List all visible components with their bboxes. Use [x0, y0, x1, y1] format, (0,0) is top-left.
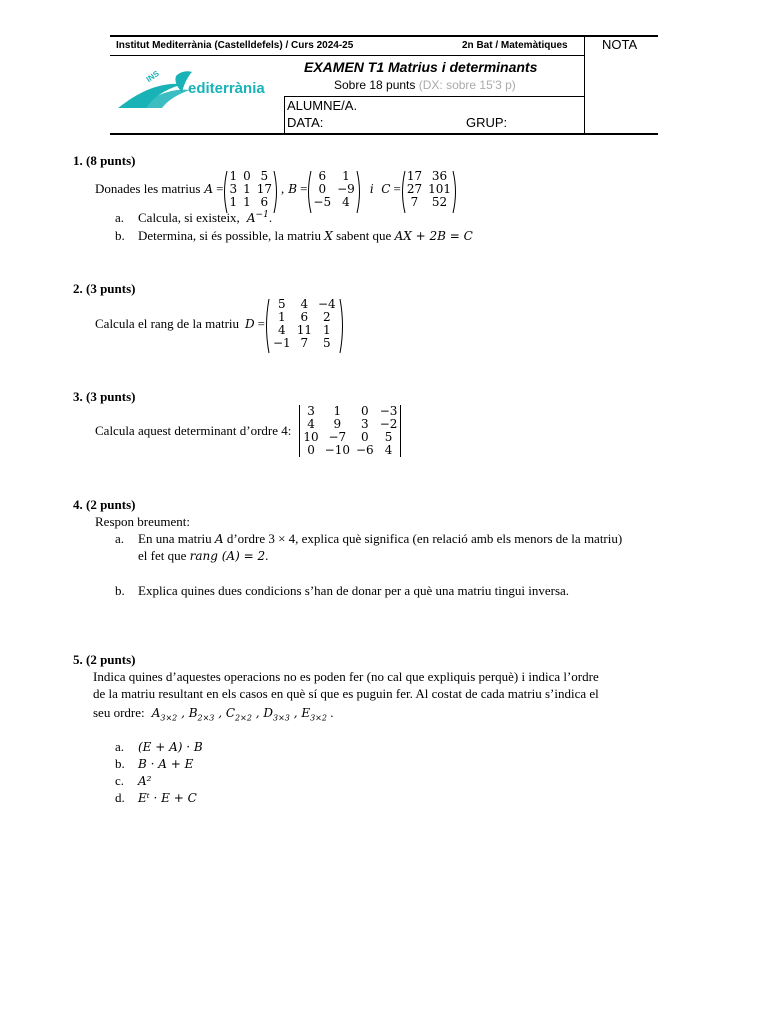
matrix-cell: −3	[379, 404, 398, 418]
matrix-cell: 3	[361, 417, 369, 431]
matrix-row	[310, 183, 357, 196]
matrix-A	[226, 170, 275, 209]
q5-item	[115, 756, 203, 773]
q1b-text-line: Determina, si és possible, la matriu X sabent que AX + 2B = C	[138, 228, 473, 243]
q5-item-label: a.	[115, 739, 125, 754]
matrix-cell: 7	[300, 336, 309, 350]
q5-item-expr: Eᵗ · E + C	[138, 791, 197, 805]
date-label: DATA:	[287, 115, 324, 130]
q4a-line2: el fet que rang (A) = 2.	[138, 548, 269, 563]
matrix-cell: 101	[428, 181, 452, 196]
score-dx: (DX: sobre 15'3 p)	[418, 78, 516, 92]
group-label: GRUP:	[466, 115, 508, 130]
school-logo	[116, 68, 276, 114]
q1-intro: Donades les matrius	[95, 181, 201, 196]
matrix-cell: 11	[296, 323, 312, 337]
matrix-cell: 5	[384, 430, 393, 444]
matrix-row	[226, 183, 275, 196]
matrix-row	[270, 337, 339, 350]
q4-intro: Respon breument:	[95, 514, 190, 529]
q5-item-expr: B · A + E	[138, 757, 194, 771]
q5-item-label: d.	[115, 790, 125, 805]
matrix-cell: −4	[317, 297, 336, 311]
matrix-cell: 6	[260, 194, 269, 209]
q5-line2: de la matriu resultant en els casos en què sí que es puguin fer. Al costat de cada matriu s’indica el	[93, 686, 599, 701]
matrix-cell: 36	[431, 168, 448, 183]
matrix-cell: 0	[243, 168, 251, 183]
matrix-cell: 7	[410, 194, 419, 209]
matrix-cell: −2	[379, 417, 398, 431]
q1a-text: Calcula, si existeix,	[138, 210, 240, 225]
q1-title: 1. (8 punts)	[73, 153, 136, 168]
matrix-cell: −9	[337, 181, 355, 196]
matrix-cell: 5	[323, 336, 331, 350]
matrix-cell: 1	[342, 168, 350, 183]
q1a-text-line: Calcula, si existeix, $A^{-1}$.	[138, 210, 273, 225]
q5-item-label: b.	[115, 756, 125, 771]
q5-item-expr: A²	[138, 774, 152, 788]
q5-items	[115, 739, 203, 807]
matrix-B	[310, 170, 357, 209]
q2-text: Calcula el rang de la matriu	[95, 316, 240, 331]
matrix-cell: 1	[278, 310, 286, 324]
matrix-cell: 1	[229, 168, 238, 183]
matrix-D	[268, 298, 341, 350]
q5-item	[115, 739, 203, 756]
matrix-row	[226, 170, 275, 183]
matrix-cell: 6	[300, 310, 309, 324]
matrix-row	[300, 444, 400, 457]
matrix-cell: 5	[260, 168, 269, 183]
q5-item-expr: (E + A) · B	[138, 740, 203, 754]
matrix-row	[226, 196, 275, 209]
matrix-C	[404, 170, 454, 209]
q5-item	[115, 790, 203, 807]
matrix-cell: 3	[229, 181, 238, 196]
matrix-cell: 17	[406, 168, 423, 183]
matrix-cell: 4	[278, 323, 286, 337]
q2-title: 2. (3 punts)	[73, 281, 136, 296]
q1b-text2: sabent que	[336, 228, 392, 243]
q4a-pre2: el fet que	[138, 548, 187, 563]
matrix-cell: 9	[333, 417, 342, 431]
q4-title: 4. (2 punts)	[73, 497, 136, 512]
q1b-text: Determina, si és possible, la matriu	[138, 228, 322, 243]
course-label: 2n Bat / Matemàtiques	[462, 40, 568, 51]
q4a-mid: d’ordre 3 × 4, explica què significa (en relació amb els menors de la matriu)	[226, 531, 623, 546]
matrix-cell: −10	[324, 443, 350, 457]
q4b-text: Explica quines dues condicions s’han de donar per a què una matriu tingui inversa.	[138, 583, 570, 598]
determinant-4x4	[299, 405, 401, 457]
nota-label: NOTA	[602, 37, 638, 52]
q1-intro-line: Donades les matrius A = 1 0 5 3 1 17 1 1 6 , B = 6 1 0 −9 −5 4 i C = 17 36 27 101 7 52	[95, 166, 454, 212]
matrix-cell: 3	[307, 404, 315, 418]
q5-item	[115, 773, 203, 790]
q1a-label: a.	[115, 210, 125, 225]
exam-title: EXAMEN T1 Matrius i determinants	[304, 59, 538, 75]
student-label: ALUMNE/A.	[287, 98, 358, 113]
q3-title: 3. (3 punts)	[73, 389, 136, 404]
matrix-cell: 5	[278, 297, 286, 311]
logo-text: editerrània	[188, 80, 265, 97]
matrix-cell: 1	[229, 194, 238, 209]
q4a-line1: En una matriu A d’ordre 3 × 4, explica què significa (en relació amb els menors de la matriu)	[138, 531, 623, 546]
matrix-cell: 52	[431, 194, 448, 209]
matrix-cell: 0	[361, 404, 369, 418]
matrix-row	[310, 196, 357, 209]
matrix-cell: 6	[318, 168, 327, 183]
matrix-cell: 4	[307, 417, 315, 431]
q5-item-label: c.	[115, 773, 125, 788]
matrix-cell: 4	[384, 443, 393, 457]
matrix-cell: −6	[355, 443, 374, 457]
matrix-cell: 10	[303, 430, 319, 444]
matrix-cell: 1	[243, 181, 251, 196]
q5-line3: seu ordre: $A_{3\times 2}$ , $B_{2\times 3}$ , $C_{2\times 2}$ , $D_{3\times 3}$ , $E_{3\times 2}$ .	[93, 705, 334, 723]
q4b-label: b.	[115, 583, 125, 598]
matrix-cell: 0	[307, 443, 315, 457]
matrix-cell: 1	[323, 323, 331, 337]
q4a-label: a.	[115, 531, 125, 546]
q2-line: Calcula el rang de la matriu D = 5 4 −4 1 6 2 4 11 1 −1 7 5	[95, 296, 341, 352]
score-main: Sobre 18 punts	[334, 78, 416, 92]
matrix-row	[404, 183, 454, 196]
matrix-cell: 0	[318, 181, 327, 196]
matrix-cell: 17	[256, 181, 272, 196]
matrix-cell: −1	[273, 336, 291, 350]
matrix-cell: 0	[361, 430, 369, 444]
matrix-row	[404, 170, 454, 183]
q5-line3-text: seu ordre:	[93, 705, 145, 720]
q5-line1: Indica quines d’aquestes operacions no es poden fer (no cal que expliquis perquè) i indica l’ordre	[93, 669, 599, 684]
q5-title: 5. (2 punts)	[73, 652, 136, 667]
matrix-cell: −7	[328, 430, 347, 444]
q3-text: Calcula aquest determinant d’ordre 4:	[95, 423, 292, 438]
logo-ins: INS	[144, 68, 161, 85]
q3-line	[95, 403, 401, 459]
q4a-pre: En una matriu	[138, 531, 212, 546]
matrix-cell: 27	[406, 181, 423, 196]
matrix-cell: −5	[313, 194, 332, 209]
matrix-row	[404, 196, 454, 209]
school-name: Institut Mediterrània (Castelldefels) / Curs 2024-25	[116, 40, 354, 51]
matrix-row	[310, 170, 357, 183]
matrix-cell: 1	[333, 404, 342, 418]
q1b-label: b.	[115, 228, 125, 243]
matrix-cell: 4	[342, 194, 350, 209]
matrix-cell: 1	[243, 194, 251, 209]
matrix-cell: 4	[300, 297, 309, 311]
score-line	[334, 78, 516, 92]
matrix-cell: 2	[323, 310, 331, 324]
